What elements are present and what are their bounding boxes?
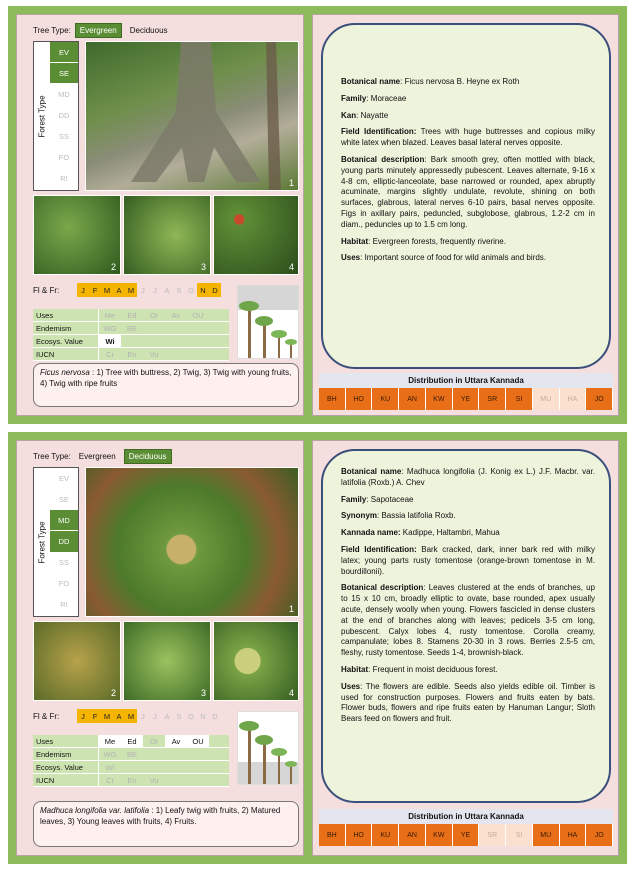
- dist-cell-bh: BH: [319, 388, 346, 410]
- month-sep: S: [176, 285, 182, 295]
- forest-cell-ev: EV: [50, 468, 78, 489]
- desc-botanical-name: Botanical name: Madhuca longifolia (J. Konig ex L.) J.F. Macbr. var. latifolia (Roxb.) A. Chev: [341, 467, 595, 487]
- attr-val: Wi: [99, 335, 121, 347]
- dist-cell-ho: HO: [346, 824, 373, 846]
- attr-val: Av: [171, 310, 181, 320]
- dist-cell-mu: MU: [533, 388, 560, 410]
- photo-number-2: 2: [110, 688, 116, 698]
- attr-key: Ecosys. Value: [33, 335, 99, 347]
- desc-uses: Uses: Important source of food for wild animals and birds.: [341, 253, 546, 263]
- attr-row-iucn: [33, 774, 229, 787]
- tree-type-row: [33, 449, 172, 464]
- attr-val: Cr: [106, 775, 114, 785]
- flfr-label: Fl & Fr:: [33, 285, 60, 295]
- desc-field-identification: Field Identification: Trees with huge buttresses and copious milky white latex when blazed. Leaves basal lateral nerves opposite.: [341, 127, 595, 148]
- forest-type-box: [33, 467, 79, 617]
- forest-type-box: [33, 41, 79, 191]
- attr-val: Vu: [149, 349, 159, 359]
- forest-cell-se: SE: [50, 489, 78, 510]
- tree-type-label: Tree Type:: [33, 452, 71, 461]
- attr-key: IUCN: [33, 348, 99, 360]
- attr-row-iucn: [33, 348, 229, 361]
- photo-number-4: 4: [288, 688, 294, 698]
- attr-val: BE: [126, 749, 137, 759]
- month-aug: A: [164, 711, 170, 721]
- photo-number-1: 1: [288, 604, 294, 614]
- attr-val: WG: [103, 749, 117, 759]
- attr-row-endemism: [33, 748, 229, 761]
- attr-row-uses: [33, 735, 229, 748]
- month-jan: J: [77, 283, 89, 297]
- attr-val: Ed: [121, 735, 143, 747]
- flowering-fruiting-row: [33, 283, 221, 297]
- month-jul: J: [153, 285, 157, 295]
- photo-ripe-fruits: [213, 195, 299, 275]
- photo-caption: [33, 801, 299, 847]
- desc-family: Family: Moraceae: [341, 93, 407, 103]
- desc-habitat: Habitat: Evergreen forests, frequently riverine.: [341, 236, 506, 246]
- dist-cell-ho: HO: [346, 388, 373, 410]
- right-panel: [312, 14, 619, 416]
- dist-cell-sr: SR: [479, 824, 506, 846]
- attr-val: BE: [126, 323, 137, 333]
- attr-row-ecosys: [33, 761, 229, 774]
- attr-key: Endemism: [33, 322, 99, 334]
- forest-cell-ev: EV: [50, 42, 78, 63]
- month-jun: J: [141, 711, 145, 721]
- attr-val: Or: [149, 736, 159, 746]
- dist-cell-jo: JO: [586, 824, 613, 846]
- tree-type-deciduous: Deciduous: [124, 449, 172, 464]
- description-bubble: [321, 449, 611, 803]
- photo-number-2: 2: [110, 262, 116, 272]
- attr-val: Av: [165, 735, 187, 747]
- dist-cell-mu: MU: [533, 824, 560, 846]
- description-bubble: [321, 23, 611, 369]
- attr-row-ecosys: [33, 335, 229, 348]
- photo-leafy-twig: [85, 467, 299, 617]
- attribute-table: [33, 309, 229, 361]
- month-jun: J: [141, 285, 145, 295]
- dist-cell-ha: HA: [560, 388, 587, 410]
- month-feb: F: [89, 709, 101, 723]
- attr-val: Or: [149, 310, 159, 320]
- dist-cell-bh: BH: [319, 824, 346, 846]
- caption-text: : 1) Tree with buttress, 2) Twig, 3) Twig with young fruits, 4) Twig with ripe fruits: [40, 368, 292, 388]
- month-apr: A: [113, 709, 125, 723]
- desc-botanical-name: Botanical name: Ficus nervosa B. Heyne ex Roth: [341, 77, 520, 86]
- desc-family: Family: Sapotaceae: [341, 494, 414, 504]
- dist-cell-ku: KU: [372, 388, 399, 410]
- desc-botanical-description: Botanical description: Leaves clustered at the ends of branches, up to 15 x 10 cm, broadly elliptic to ovate, base rounded, apex usually acute, densely woolly when young. Flowers fascicled in dense clusters at the end of branches along with leaves; pedicels 3-5 cm long, pubescent. Calyx lobes 4, rusty tomentose. Corolla creamy, campanulate; lobes 8. Stamens 20-30 in 3 rows. Berries 2.5-5 cm, fleshy, rusty tomentose. Seeds 1-4, brownish-black.: [341, 583, 595, 658]
- desc-kannada-name: Kannada name: Kadippe, Haltambri, Mahua: [341, 528, 500, 538]
- attr-key: Ecosys. Value: [33, 761, 99, 773]
- month-dec: D: [209, 283, 221, 297]
- attr-val: OU: [187, 735, 209, 747]
- attr-val: Cr: [106, 349, 114, 359]
- left-panel: [16, 440, 304, 856]
- month-sep: S: [176, 711, 182, 721]
- month-oct: O: [188, 285, 194, 295]
- photo-number-3: 3: [200, 688, 206, 698]
- forest-cell-md: MD: [50, 84, 78, 105]
- distribution-box: [319, 809, 613, 846]
- attr-val: Wi: [105, 762, 115, 772]
- attr-val: OU: [192, 310, 204, 320]
- dist-cell-kw: KW: [426, 388, 453, 410]
- forest-cell-fo: FO: [50, 148, 78, 169]
- attr-val: Vu: [149, 775, 159, 785]
- month-may: M: [125, 283, 137, 297]
- dist-cell-ye: YE: [453, 388, 480, 410]
- attr-row-endemism: [33, 322, 229, 335]
- desc-field-identification: Field Identification: Bark cracked, dark, inner bark red with milky latex; young parts rusty tomentose (orange-brown tomentose in M. bourdillonii).: [341, 544, 595, 576]
- right-panel: [312, 440, 619, 856]
- species-sheet-madhuca: [8, 432, 627, 864]
- attr-key: Endemism: [33, 748, 99, 760]
- month-mar: M: [101, 709, 113, 723]
- forest-profile-illustration: [237, 285, 299, 359]
- desc-kannada: Kan: Nayatte: [341, 110, 389, 120]
- dist-cell-si: SI: [506, 824, 533, 846]
- month-may: M: [125, 709, 137, 723]
- flfr-label: Fl & Fr:: [33, 711, 60, 721]
- desc-synonym: Synonym: Bassia latifolia Roxb.: [341, 511, 456, 521]
- distribution-title: Distribution in Uttara Kannada: [319, 373, 613, 388]
- photo-young-leaves: [123, 621, 211, 701]
- dist-cell-an: AN: [399, 388, 426, 410]
- photo-number-1: 1: [288, 178, 294, 188]
- photo-number-3: 3: [200, 262, 206, 272]
- dist-cell-kw: KW: [426, 824, 453, 846]
- attr-row-uses: [33, 309, 229, 322]
- distribution-title: Distribution in Uttara Kannada: [319, 809, 613, 824]
- desc-uses: Uses: The flowers are edible. Seeds also yields edible oil. Timber is used for construction purposes. Flowers and fruits eaten by bats. Flower buds, flowers and ripe fruits eaten by Hanuman Langur; Sloth Bears feed on flowers and fruit.: [341, 681, 595, 724]
- attribute-table: [33, 735, 229, 787]
- forest-cell-dd: DD: [50, 105, 78, 126]
- tree-type-deciduous: Deciduous: [129, 26, 168, 35]
- month-jan: J: [77, 709, 89, 723]
- forest-cell-ss: SS: [50, 127, 78, 148]
- attr-val: WG: [103, 323, 117, 333]
- month-nov: N: [200, 711, 206, 721]
- buttress-graphic: [86, 42, 299, 191]
- forest-cell-se: SE: [50, 63, 78, 84]
- forest-type-label: Forest Type: [37, 94, 47, 138]
- dist-cell-ye: YE: [453, 824, 480, 846]
- month-aug: A: [164, 285, 170, 295]
- forest-profile-illustration: [237, 711, 299, 785]
- attr-val: En: [127, 349, 137, 359]
- tree-type-evergreen: Evergreen: [78, 452, 116, 461]
- tree-type-row: [33, 23, 172, 38]
- left-panel: [16, 14, 304, 416]
- dist-cell-si: SI: [506, 388, 533, 410]
- tree-type-evergreen: Evergreen: [75, 23, 122, 38]
- forest-cell-md: MD: [50, 510, 78, 531]
- desc-botanical-description: Botanical description: Bark smooth grey, often mottled with black, young parts minutely appressedly pubescent. Leaves alternate, 9-16 x 4-8 cm, elliptic-lanceolate, base narrowed or rounded, apex abruptly acuminate, margins slightly undulate, revolute, shining on both surfaces, glabrous, lateral nerves 6-10 pairs, basal nerves opposite. Figs in axillary pairs, peduncled, subglobose, glabrous, 1.2-2 cm in diam., peduncles up to 1.5 cm long.: [341, 154, 595, 229]
- forest-type-label: Forest Type: [37, 520, 47, 564]
- attr-key: Uses: [33, 309, 99, 321]
- attr-val: Ed: [127, 310, 137, 320]
- attr-val: Me: [99, 735, 121, 747]
- forest-cell-ss: SS: [50, 553, 78, 574]
- photo-number-4: 4: [288, 262, 294, 272]
- attr-val: En: [127, 775, 137, 785]
- month-oct: O: [188, 711, 194, 721]
- photo-young-fruits: [123, 195, 211, 275]
- photo-caption: [33, 363, 299, 407]
- forest-cell-fo: FO: [50, 574, 78, 595]
- dist-cell-jo: JO: [586, 388, 613, 410]
- month-nov: N: [197, 283, 209, 297]
- attr-key: Uses: [33, 735, 99, 747]
- flowering-fruiting-row: [33, 709, 221, 723]
- desc-habitat: Habitat: Frequent in moist deciduous forest.: [341, 664, 498, 674]
- month-apr: A: [113, 283, 125, 297]
- forest-cell-dd: DD: [50, 531, 78, 552]
- forest-cell-ri: RI: [50, 169, 78, 190]
- tree-type-label: Tree Type:: [33, 26, 71, 35]
- attr-key: IUCN: [33, 774, 99, 786]
- dist-cell-ku: KU: [372, 824, 399, 846]
- attr-val: Me: [104, 310, 116, 320]
- photo-fruits: [213, 621, 299, 701]
- dist-cell-sr: SR: [479, 388, 506, 410]
- species-sheet-ficus: [8, 6, 627, 424]
- month-jul: J: [153, 711, 157, 721]
- forest-cell-ri: RI: [50, 595, 78, 616]
- distribution-box: [319, 373, 613, 410]
- month-dec: D: [212, 711, 218, 721]
- photo-twig: [33, 195, 121, 275]
- photo-matured-leaves: [33, 621, 121, 701]
- month-feb: F: [89, 283, 101, 297]
- caption-text: : 1) Leafy twig with fruits, 2) Matured leaves, 3) Young leaves with fruits, 4) Fruits.: [40, 806, 281, 826]
- photo-tree-buttress: [85, 41, 299, 191]
- caption-species: Ficus nervosa: [40, 368, 90, 377]
- dist-cell-ha: HA: [560, 824, 587, 846]
- month-mar: M: [101, 283, 113, 297]
- caption-species: Madhuca longifolia var. latifolia: [40, 806, 150, 815]
- dist-cell-an: AN: [399, 824, 426, 846]
